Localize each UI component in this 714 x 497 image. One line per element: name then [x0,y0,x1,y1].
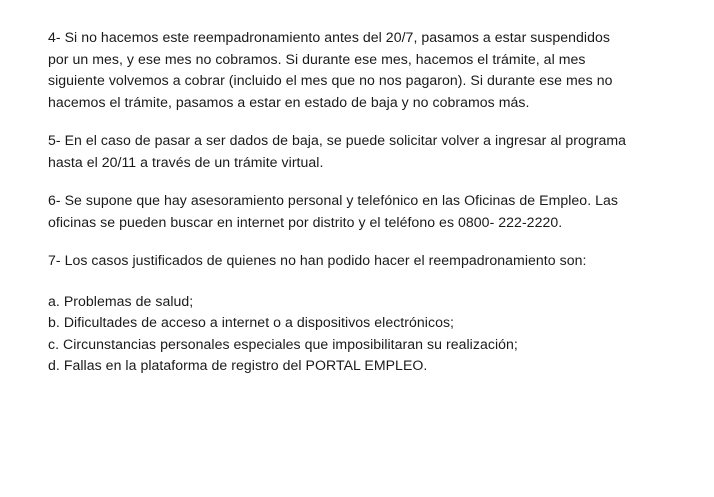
list-item: d. Fallas en la plataforma de registro del PORTAL EMPLEO. [48,357,428,373]
paragraph-spacer [48,272,698,291]
paragraph-spacer [48,233,698,250]
list-item: c. Circunstancias personales especiales que imposibilitaran su realización; [48,335,518,352]
list-item: a. Problemas de salud; [48,292,194,309]
paragraph-line: 7- Los casos justificados de quienes no han podido hacer el reempadronamiento son: [48,252,587,268]
paragraph-line: siguiente volvemos a cobrar (incluido el mes que no nos pagaron). Si durante ese mes no [48,72,613,88]
paragraph-line: por un mes, y ese mes no cobramos. Si durante ese mes, hacemos el trámite, al mes [48,50,586,67]
paragraph-line: 6- Se supone que hay asesoramiento personal y telefónico en las Oficinas de Empleo. Las [48,192,619,208]
justified-cases-list [48,291,698,377]
paragraph-spacer [48,173,698,190]
document-body [48,27,698,377]
paragraph-4 [48,27,698,113]
paragraph-line: hacemos el trámite, pasamos a estar en estado de baja y no cobramos más. [48,93,530,110]
paragraph-5 [48,130,698,173]
paragraph-6 [48,190,698,233]
paragraph-7 [48,250,698,272]
paragraph-line: 5- En el caso de pasar a ser dados de baja, se puede solicitar volver a ingresar al programa [48,132,627,148]
paragraph-line: oficinas se pueden buscar en internet por distrito y el teléfono es 0800- 222-2220. [48,213,563,230]
list-item: b. Dificultades de acceso a internet o a dispositivos electrónicos; [48,314,455,330]
paragraph-line: 4- Si no hacemos este reempadronamiento antes del 20/7, pasamos a estar suspendidos [48,29,610,45]
paragraph-spacer [48,113,698,130]
paragraph-line: hasta el 20/11 a través de un trámite virtual. [48,153,324,170]
